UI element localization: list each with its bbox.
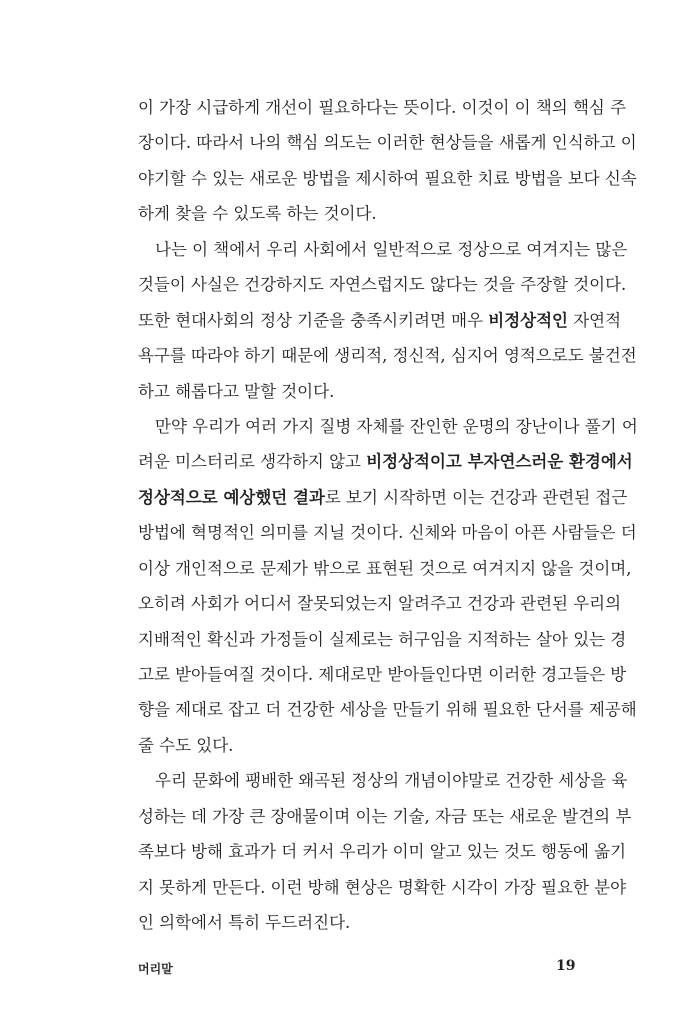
text-run: 지 못하게 만든다. 이런 방해 현상은 명확한 시각이 가장 필요한 분야 bbox=[138, 877, 627, 897]
text-line bbox=[138, 692, 637, 727]
text-run: 야기할 수 있는 새로운 방법을 제시하여 필요한 치료 방법을 보다 신속 bbox=[138, 168, 637, 188]
text-run: 하게 찾을 수 있도록 하는 것이다. bbox=[138, 204, 377, 224]
text-line bbox=[138, 870, 627, 905]
text-line bbox=[138, 763, 628, 798]
paragraph bbox=[138, 409, 638, 763]
text-line bbox=[138, 551, 632, 586]
paragraph bbox=[138, 763, 632, 940]
text-line bbox=[138, 267, 627, 302]
text-run: 줄 수도 있다. bbox=[138, 735, 234, 755]
text-line bbox=[138, 161, 637, 196]
text-line bbox=[138, 480, 628, 515]
text-line bbox=[138, 834, 627, 869]
text-line bbox=[138, 728, 568, 763]
text-line bbox=[138, 799, 632, 834]
text-line bbox=[138, 374, 568, 409]
text-line bbox=[138, 905, 568, 940]
text-run: 지배적인 확신과 가정들이 실제로는 허구임을 지적하는 살아 있는 경 bbox=[138, 629, 627, 649]
text-line bbox=[138, 90, 627, 125]
paragraph bbox=[138, 232, 637, 409]
text-run: 인 의학에서 특히 두드러진다. bbox=[138, 913, 351, 933]
text-line bbox=[138, 303, 622, 338]
text-line bbox=[138, 657, 627, 692]
text-line bbox=[138, 586, 622, 621]
text-run: 욕구를 따라야 하기 때문에 생리적, 정신적, 심지어 영적으로도 불건전 bbox=[138, 346, 637, 366]
bold-text: 정상적으로 예상했던 결과 bbox=[138, 487, 325, 507]
text-run: 이 가장 시급하게 개선이 필요하다는 뜻이다. 이것이 이 책의 핵심 주 bbox=[138, 98, 627, 117]
text-run: 나는 이 책에서 우리 사회에서 일반적으로 정상으로 여겨지는 많은 bbox=[155, 239, 628, 259]
text-run: 향을 제대로 잡고 더 건강한 세상을 만들기 위해 필요한 단서를 제공해 bbox=[138, 700, 637, 720]
text-line bbox=[138, 622, 627, 657]
text-line bbox=[138, 409, 638, 444]
text-run: 방법에 혁명적인 의미를 지닐 것이다. 신체와 마음이 아픈 사람들은 더 bbox=[138, 523, 637, 543]
text-line bbox=[138, 515, 637, 550]
text-run: 우리 문화에 팽배한 왜곡된 정상의 개념이야말로 건강한 세상을 육 bbox=[155, 771, 628, 791]
text-line bbox=[138, 232, 628, 267]
text-run: 하고 해롭다고 말할 것이다. bbox=[138, 381, 335, 401]
text-run: 려운 미스터리로 생각하지 않고 bbox=[138, 452, 367, 472]
text-run: 또한 현대사회의 정상 기준을 충족시키려면 매우 bbox=[138, 310, 489, 330]
text-run: 고로 받아들여질 것이다. 제대로만 받아들인다면 이러한 경고들은 방 bbox=[138, 665, 627, 684]
text-run: 족보다 방해 효과가 더 커서 우리가 이미 알고 있는 것도 행동에 옮기 bbox=[138, 842, 627, 862]
page-number: 19 bbox=[556, 958, 576, 974]
text-line bbox=[138, 338, 637, 373]
text-run: 로 보기 시작하면 이는 건강과 관련된 접근 bbox=[324, 487, 628, 507]
text-run: 자연적 bbox=[567, 310, 622, 330]
body-text bbox=[138, 90, 638, 941]
text-run: 성하는 데 가장 큰 장애물이며 이는 기술, 자금 또는 새로운 발견의 부 bbox=[138, 806, 632, 826]
bold-text: 비정상적이고 부자연스러운 환경에서 bbox=[366, 452, 633, 472]
running-footer-section: 머리말 bbox=[138, 962, 173, 976]
text-line bbox=[138, 125, 637, 160]
text-run: 이상 개인적으로 문제가 밖으로 표현된 것으로 여겨지지 않을 것이며, bbox=[138, 558, 632, 578]
text-run: 장이다. 따라서 나의 핵심 의도는 이러한 현상들을 새롭게 인식하고 이 bbox=[138, 133, 637, 153]
paragraph bbox=[138, 90, 637, 232]
text-line bbox=[138, 196, 568, 231]
text-run: 만약 우리가 여러 가지 질병 자체를 잔인한 운명의 장난이나 풀기 어 bbox=[155, 416, 638, 436]
text-line bbox=[138, 444, 633, 479]
text-run: 오히려 사회가 어디서 잘못되었는지 알려주고 건강과 관련된 우리의 bbox=[138, 594, 622, 614]
bold-text: 비정상적인 bbox=[488, 310, 568, 330]
text-run: 것들이 사실은 건강하지도 자연스럽지도 않다는 것을 주장할 것이다. bbox=[138, 275, 627, 295]
